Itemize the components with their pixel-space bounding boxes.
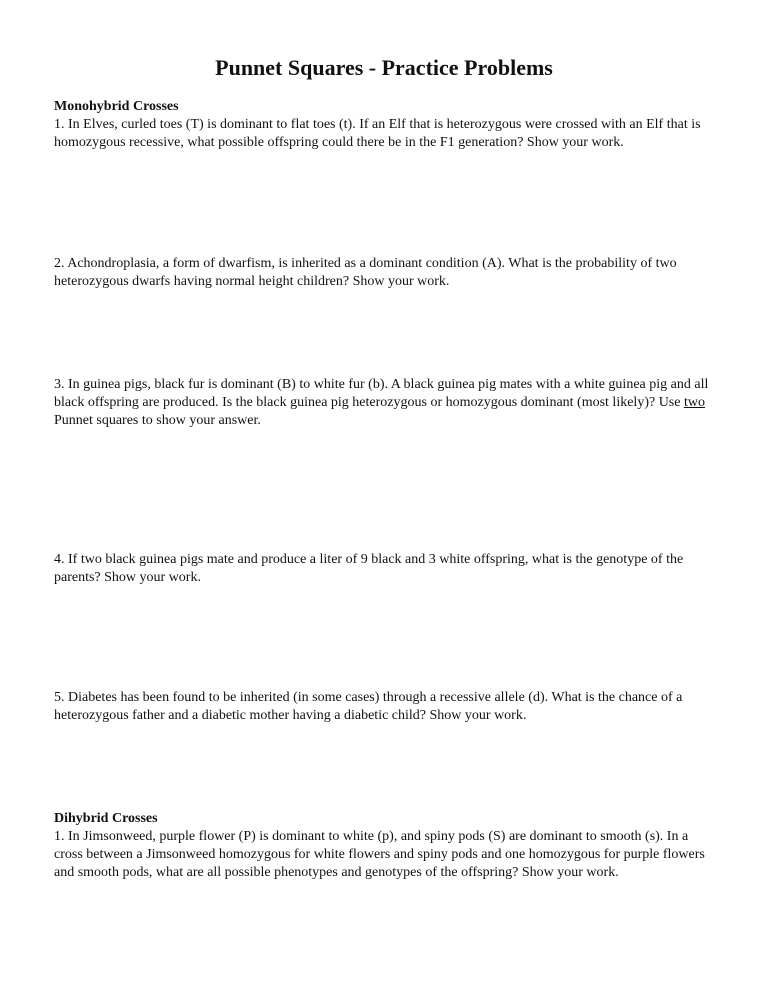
section-heading-monohybrid: Monohybrid Crosses [54, 99, 179, 114]
section-heading-dihybrid: Dihybrid Crosses [54, 811, 158, 826]
problem-monohybrid-4: 4. If two black guinea pigs mate and produce a liter of 9 black and 3 white offspring, what is the genotype of the parents? Show your work. [54, 552, 684, 585]
problem-monohybrid-2: 2. Achondroplasia, a form of dwarfism, is inherited as a dominant condition (A). What is the probability of two heterozygous dwarfs having normal height children? Show your work. [54, 256, 677, 289]
problem-3-text-start: 3. In guinea pigs, black fur is dominant (B) to white fur (b). A black guinea pig mates with a white guinea pig and all black offspring are produced. Is the black guinea pig heterozygous or homozygous dominant (most likely)? Use [54, 377, 709, 410]
problem-3-underlined-word: two [683, 395, 705, 410]
problem-3-text-end: Punnet squares to show your answer. [54, 413, 261, 428]
problem-monohybrid-1: 1. In Elves, curled toes (T) is dominant to flat toes (t). If an Elf that is heterozygous were crossed with an Elf that is homozygous recessive, what possible offspring could there be in the F1 generation? Show your work. [54, 117, 701, 150]
page-title: Punnet Squares - Practice Problems [215, 55, 553, 80]
problem-monohybrid-5: 5. Diabetes has been found to be inherited (in some cases) through a recessive allele (d). What is the chance of a heterozygous father and a diabetic mother having a diabetic child? Show your work. [54, 690, 683, 723]
problem-dihybrid-1: 1. In Jimsonweed, purple flower (P) is dominant to white (p), and spiny pods (S) are dominant to smooth (s). In a cross between a Jimsonweed homozygous for white flowers and spiny pods and one homozygous for purple flowers and smooth pods, what are all possible phenotypes and genotypes of the offspring? Show your work. [54, 829, 705, 880]
problem-monohybrid-3 [54, 376, 720, 430]
